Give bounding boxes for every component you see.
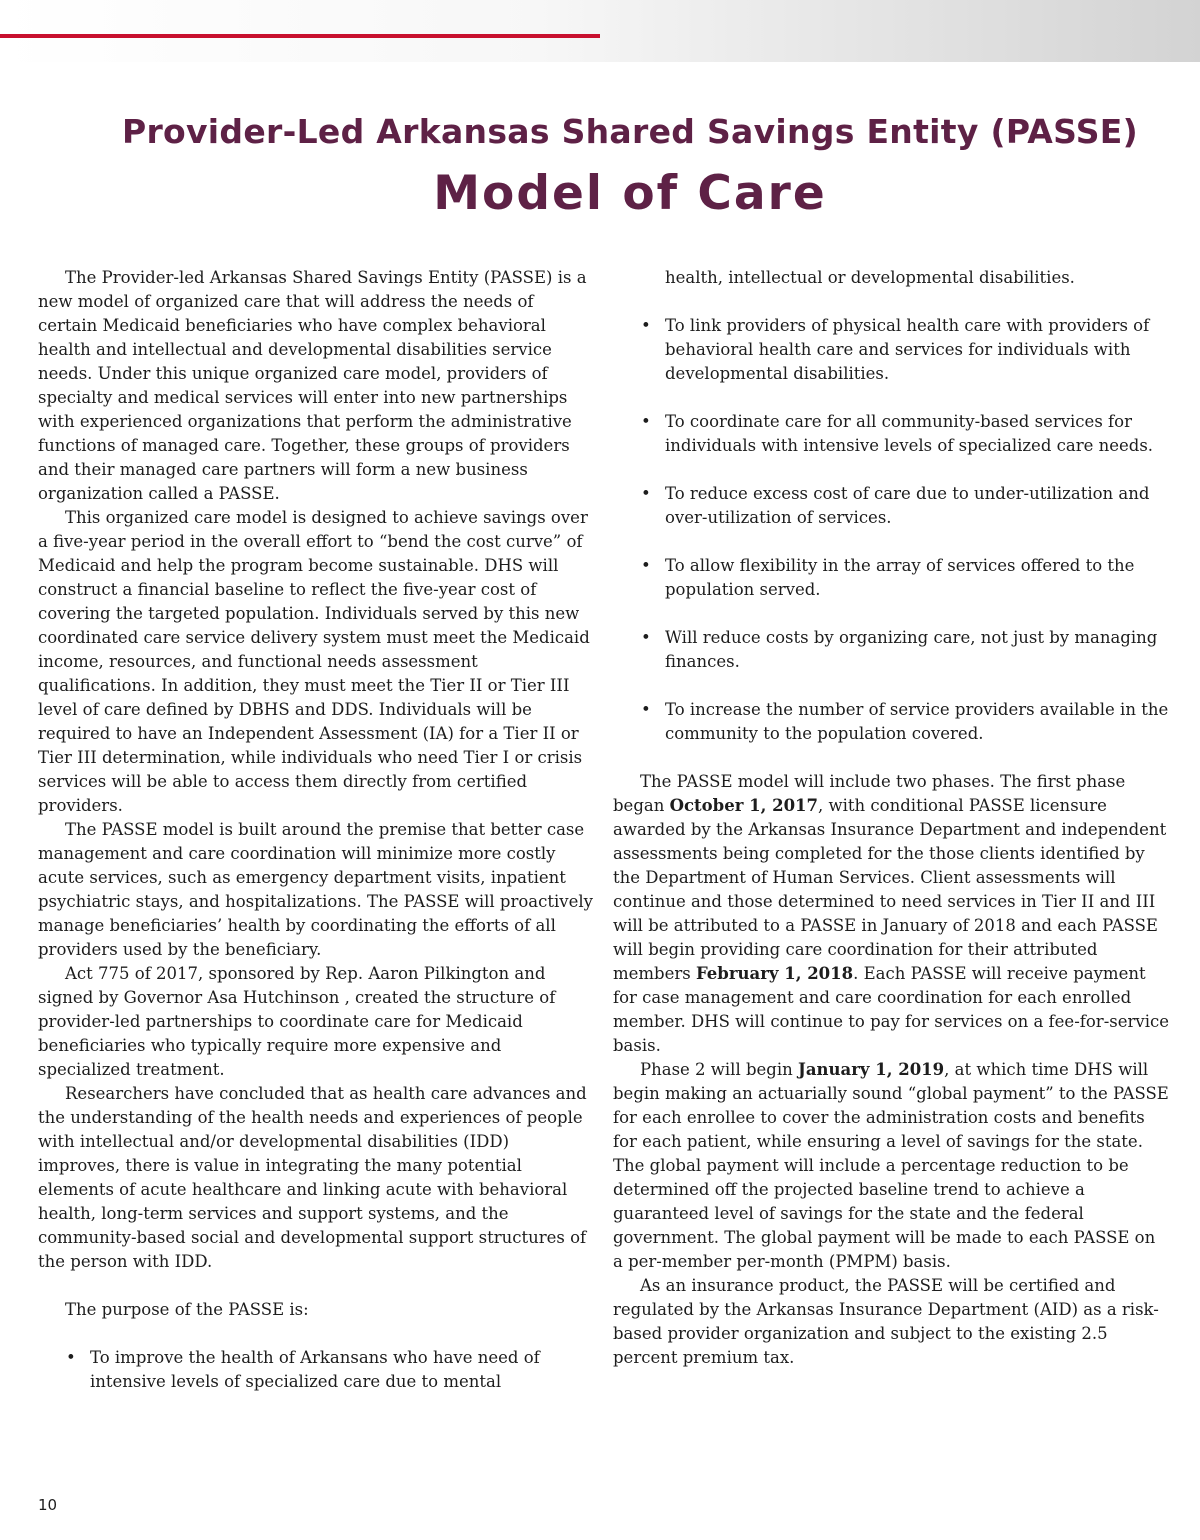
attribution-date: February 1, 2018 [695, 964, 854, 983]
header-red-rule [0, 34, 600, 38]
purpose-intro: The purpose of the PASSE is: [65, 1300, 309, 1319]
list-item [613, 626, 1169, 674]
bullet-icon: • [641, 556, 651, 575]
phase1-start-date: October 1, 2017 [669, 796, 819, 815]
phase1-text-b: , with conditional PASSE licensure awarded by the Arkansas Insurance Department and independent assessments being completed for the those clients identified by the Department of Human Services. Client assessments will continue and those determined to need services in Tier II and III will be attributed to a PASSE in January of 2018 and each PASSE will begin providing care coordination for their attributed members [613, 796, 1167, 983]
list-item-text: To reduce excess cost of care due to under-utilization and over-utilization of services. [665, 484, 1150, 527]
bullet-icon: • [66, 1348, 76, 1367]
purpose-list [613, 314, 1169, 746]
list-item [38, 1346, 596, 1394]
page-title: Model of Care [433, 166, 827, 221]
phases-paragraph [613, 770, 1169, 1058]
header-band [0, 0, 1200, 62]
list-item [613, 482, 1169, 530]
list-item [613, 554, 1169, 602]
insurance-paragraph: As an insurance product, the PASSE will be certified and regulated by the Arkansas Insurance Department (AID) as a risk-based provider organization and subject to the existing 2.5 percent premium tax. [613, 1276, 1159, 1367]
phase2-text-a: Phase 2 will begin [640, 1060, 799, 1079]
page-subtitle: Provider-Led Arkansas Shared Savings Entity (PASSE) [121, 112, 1139, 151]
bullet-icon: • [641, 412, 651, 431]
bullet-icon: • [641, 316, 651, 335]
phase1-text-a: The PASSE model will include two phases. The first phase began [613, 772, 1126, 815]
research-paragraph: Researchers have concluded that as health care advances and the understanding of the health needs and experiences of people with intellectual and/or developmental disabilities (IDD) improves, there is value in integrating the many potential elements of acute healthcare and linking acute with behavioral health, long-term services and support systems, and the community-based social and developmental support structures of the person with IDD. [38, 1084, 587, 1271]
list-item-text: To improve the health of Arkansans who have need of intensive levels of specialized care due to mental [90, 1348, 540, 1391]
right-column [613, 266, 1169, 1370]
bullet-icon: • [641, 700, 651, 719]
phase2-text-b: , at which time DHS will begin making an actuarially sound “global payment” to the PASSE for each enrollee to cover the administration costs and benefits for each patient, while ensuring a level of savings for the state. The global payment will include a percentage reduction to be determined off the projected baseline trend to achieve a guaranteed level of savings for the state and the federal government. The global payment will be made to each PASSE on a per-member per-month (PMPM) basis. [613, 1060, 1169, 1271]
phase1-text-c: . Each PASSE will receive payment for case management and care coordination for each enrolled member. DHS will continue to pay for services on a fee-for-service basis. [613, 964, 1169, 1055]
premise-paragraph: The PASSE model is built around the premise that better case management and care coordination will minimize more costly acute services, such as emergency department visits, inpatient psychiatric stays, and hospitalizations. The PASSE will proactively manage beneficiaries’ health by coordinating the efforts of all providers used by the beneficiary. [38, 820, 593, 959]
bullet-icon: • [641, 628, 651, 647]
intro-paragraph: The Provider-led Arkansas Shared Savings Entity (PASSE) is a new model of organized care that will address the needs of certain Medicaid beneficiaries who have complex behavioral health and intellectual and developmental disabilities service needs. Under this unique organized care model, providers of specialty and medical services will enter into new partnerships with experienced organizations that perform the administrative functions of managed care. Together, these groups of providers and their managed care partners will form a new business organization called a PASSE. [38, 268, 587, 503]
list-item [613, 698, 1169, 746]
list-item [613, 314, 1169, 386]
list-item-text: To allow flexibility in the array of services offered to the population served. [665, 556, 1135, 599]
list-item-text: To link providers of physical health care with providers of behavioral health care and services for individuals with developmental disabilities. [665, 316, 1150, 383]
phase2-paragraph [613, 1058, 1169, 1274]
bullet-icon: • [641, 484, 651, 503]
list-item-text: To increase the number of service providers available in the community to the population covered. [665, 700, 1169, 743]
list-item-text: Will reduce costs by organizing care, not just by managing finances. [665, 628, 1158, 671]
act-775-paragraph: Act 775 of 2017, sponsored by Rep. Aaron Pilkington and signed by Governor Asa Hutchinson , created the structure of provider-led partnerships to coordinate care for Medicaid beneficiaries who typically require more expensive and specialized treatment. [38, 964, 556, 1079]
purpose-list-start [38, 1346, 596, 1394]
phase2-start-date: January 1, 2019 [798, 1060, 945, 1079]
page-number: 10 [38, 1496, 58, 1514]
savings-paragraph: This organized care model is designed to achieve savings over a five-year period in the overall effort to “bend the cost curve” of Medicaid and help the program become sustainable. DHS will construct a financial baseline to reflect the five-year cost of covering the targeted population. Individuals served by this new coordinated care service delivery system must meet the Medicaid income, resources, and functional needs assessment qualifications. In addition, they must meet the Tier II or Tier III level of care defined by DBHS and DDS. Individuals will be required to have an Independent Assessment (IA) for a Tier II or Tier III determination, while individuals who need Tier I or crisis services will be able to access them directly from certified providers. [38, 508, 590, 815]
list-item [613, 410, 1169, 458]
left-column [38, 266, 596, 1394]
list-item-text: To coordinate care for all community-based services for individuals with intensive levels of specialized care needs. [665, 412, 1154, 455]
list-item-continuation: health, intellectual or developmental disabilities. [665, 268, 1075, 287]
